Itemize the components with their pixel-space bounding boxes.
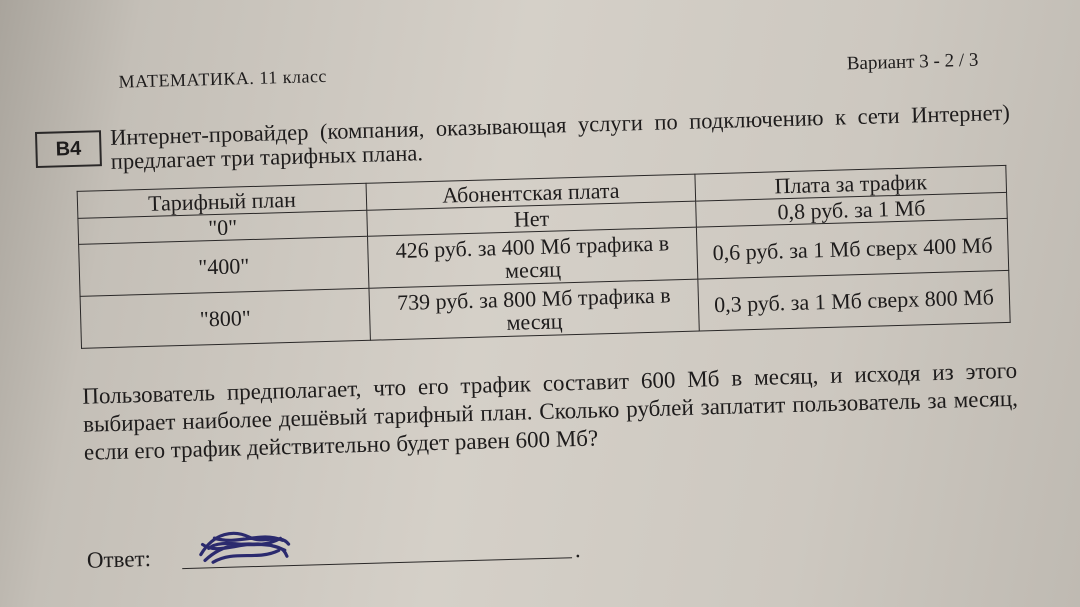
subject-header: МАТЕМАТИКА. 11 класс xyxy=(118,65,328,92)
column-header: Тарифный план xyxy=(77,183,367,218)
task-intro: Интернет-провайдер (компания, оказывающая услуги по подключению к сети Интернет) предлагает три тарифных плана. xyxy=(109,99,1011,174)
answer-period: . xyxy=(574,536,581,563)
question-text: Пользователь предполагает, что его трафик составит 600 Мб в месяц, и исходя из этого выбирает наиболее дешёвый тарифный план. Сколько рублей заплатит пользователь за месяц, если его трафик действительно будет равен 600 Мб? xyxy=(82,357,1019,465)
traffic-cell: 0,6 руб. за 1 Мб сверх 400 Мб xyxy=(696,218,1008,279)
exam-sheet xyxy=(32,0,1048,607)
variant-header: Вариант 3 - 2 / 3 xyxy=(846,49,979,75)
fee-cell: Нет xyxy=(367,201,697,236)
scribble-stroke xyxy=(200,532,289,563)
plan-cell: "800" xyxy=(80,288,370,348)
fee-cell: 426 руб. за 400 Мб трафика в месяц xyxy=(368,227,698,288)
tariff-table xyxy=(77,165,1011,349)
answer-label: Ответ: xyxy=(86,545,152,573)
crossed-out-answer-scribble xyxy=(194,522,295,570)
plan-cell: "400" xyxy=(79,236,369,296)
column-header: Абонентская плата xyxy=(366,174,696,210)
task-number-box: B4 xyxy=(35,130,102,168)
traffic-cell: 0,8 руб. за 1 Мб xyxy=(696,192,1008,227)
fee-cell: 739 руб. за 800 Мб трафика в месяц xyxy=(369,279,699,340)
traffic-cell: 0,3 руб. за 1 Мб сверх 800 Мб xyxy=(698,270,1010,331)
plan-cell: "0" xyxy=(78,210,368,244)
column-header: Плата за трафик xyxy=(695,165,1007,201)
